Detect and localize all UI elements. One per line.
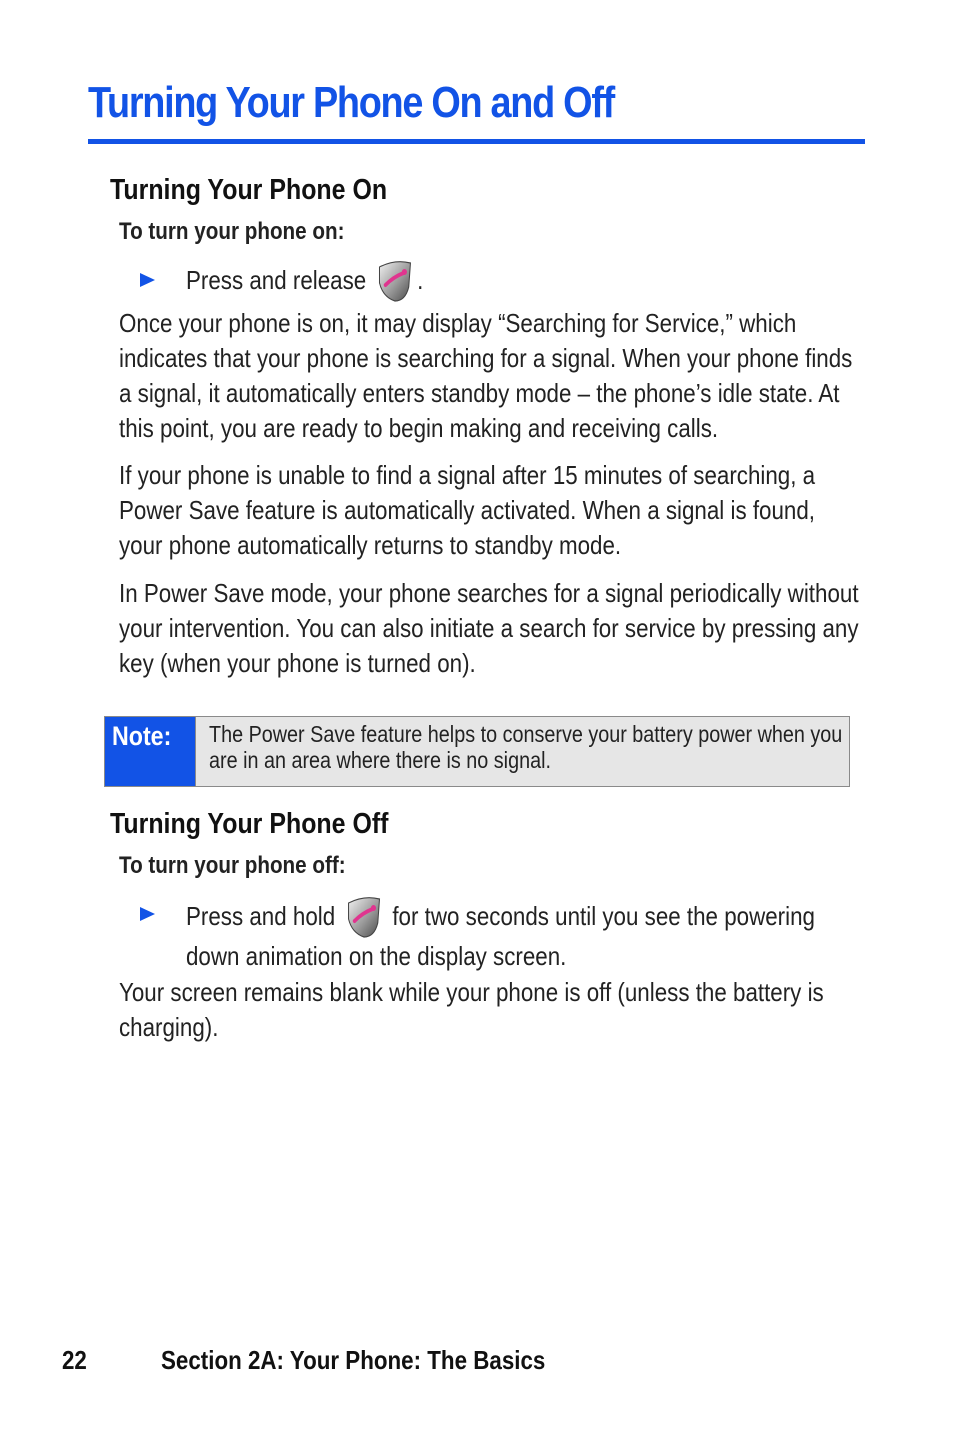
step-turn-on bbox=[186, 257, 865, 303]
heading-turning-on: Turning Your Phone On bbox=[110, 174, 388, 206]
paragraph-searching: Once your phone is on, it may display “Searching for Service,” which indicates that your phone is searching for a signal. When your phone finds a signal, it automatically enters standby mode – the phone’s idle state. At this point, you are ready to begin making and receiving calls. bbox=[119, 308, 853, 443]
note-label: Note: bbox=[112, 721, 172, 751]
bullet-arrow-icon bbox=[140, 273, 155, 287]
bullet-arrow-icon bbox=[140, 907, 155, 921]
lead-turn-off: To turn your phone off: bbox=[119, 852, 346, 879]
step-turn-off-text: Press and hold bbox=[186, 901, 336, 931]
step-turn-on-period: . bbox=[417, 265, 424, 295]
step-turn-off bbox=[186, 893, 865, 974]
page-number: 22 bbox=[62, 1345, 87, 1375]
title-rule bbox=[88, 139, 865, 144]
step-turn-on-text: Press and release bbox=[186, 265, 367, 295]
page-title: Turning Your Phone On and Off bbox=[88, 78, 614, 127]
step-turn-off-rest: for two seconds until you see the powering down animation on the display screen. bbox=[186, 901, 815, 971]
note-label-cell bbox=[105, 717, 196, 786]
note-box bbox=[104, 716, 850, 787]
lead-turn-on: To turn your phone on: bbox=[119, 218, 345, 245]
paragraph-screen-blank: Your screen remains blank while your phone is off (unless the battery is charging). bbox=[119, 977, 824, 1042]
paragraph-power-save: If your phone is unable to find a signal after 15 minutes of searching, a Power Save feature is automatically activated. When a signal is found, your phone automatically returns to standby mode. bbox=[119, 460, 816, 560]
note-text: The Power Save feature helps to conserve your battery power when you are in an area where there is no signal. bbox=[209, 721, 843, 773]
footer-section-title: Section 2A: Your Phone: The Basics bbox=[161, 1345, 546, 1375]
end-power-key-icon bbox=[374, 257, 415, 303]
heading-turning-off: Turning Your Phone Off bbox=[110, 808, 389, 840]
paragraph-power-save-mode: In Power Save mode, your phone searches for a signal periodically without your intervention. You can also initiate a search for service by pressing any key (when your phone is turned on). bbox=[119, 578, 859, 678]
end-power-key-icon bbox=[343, 893, 384, 939]
